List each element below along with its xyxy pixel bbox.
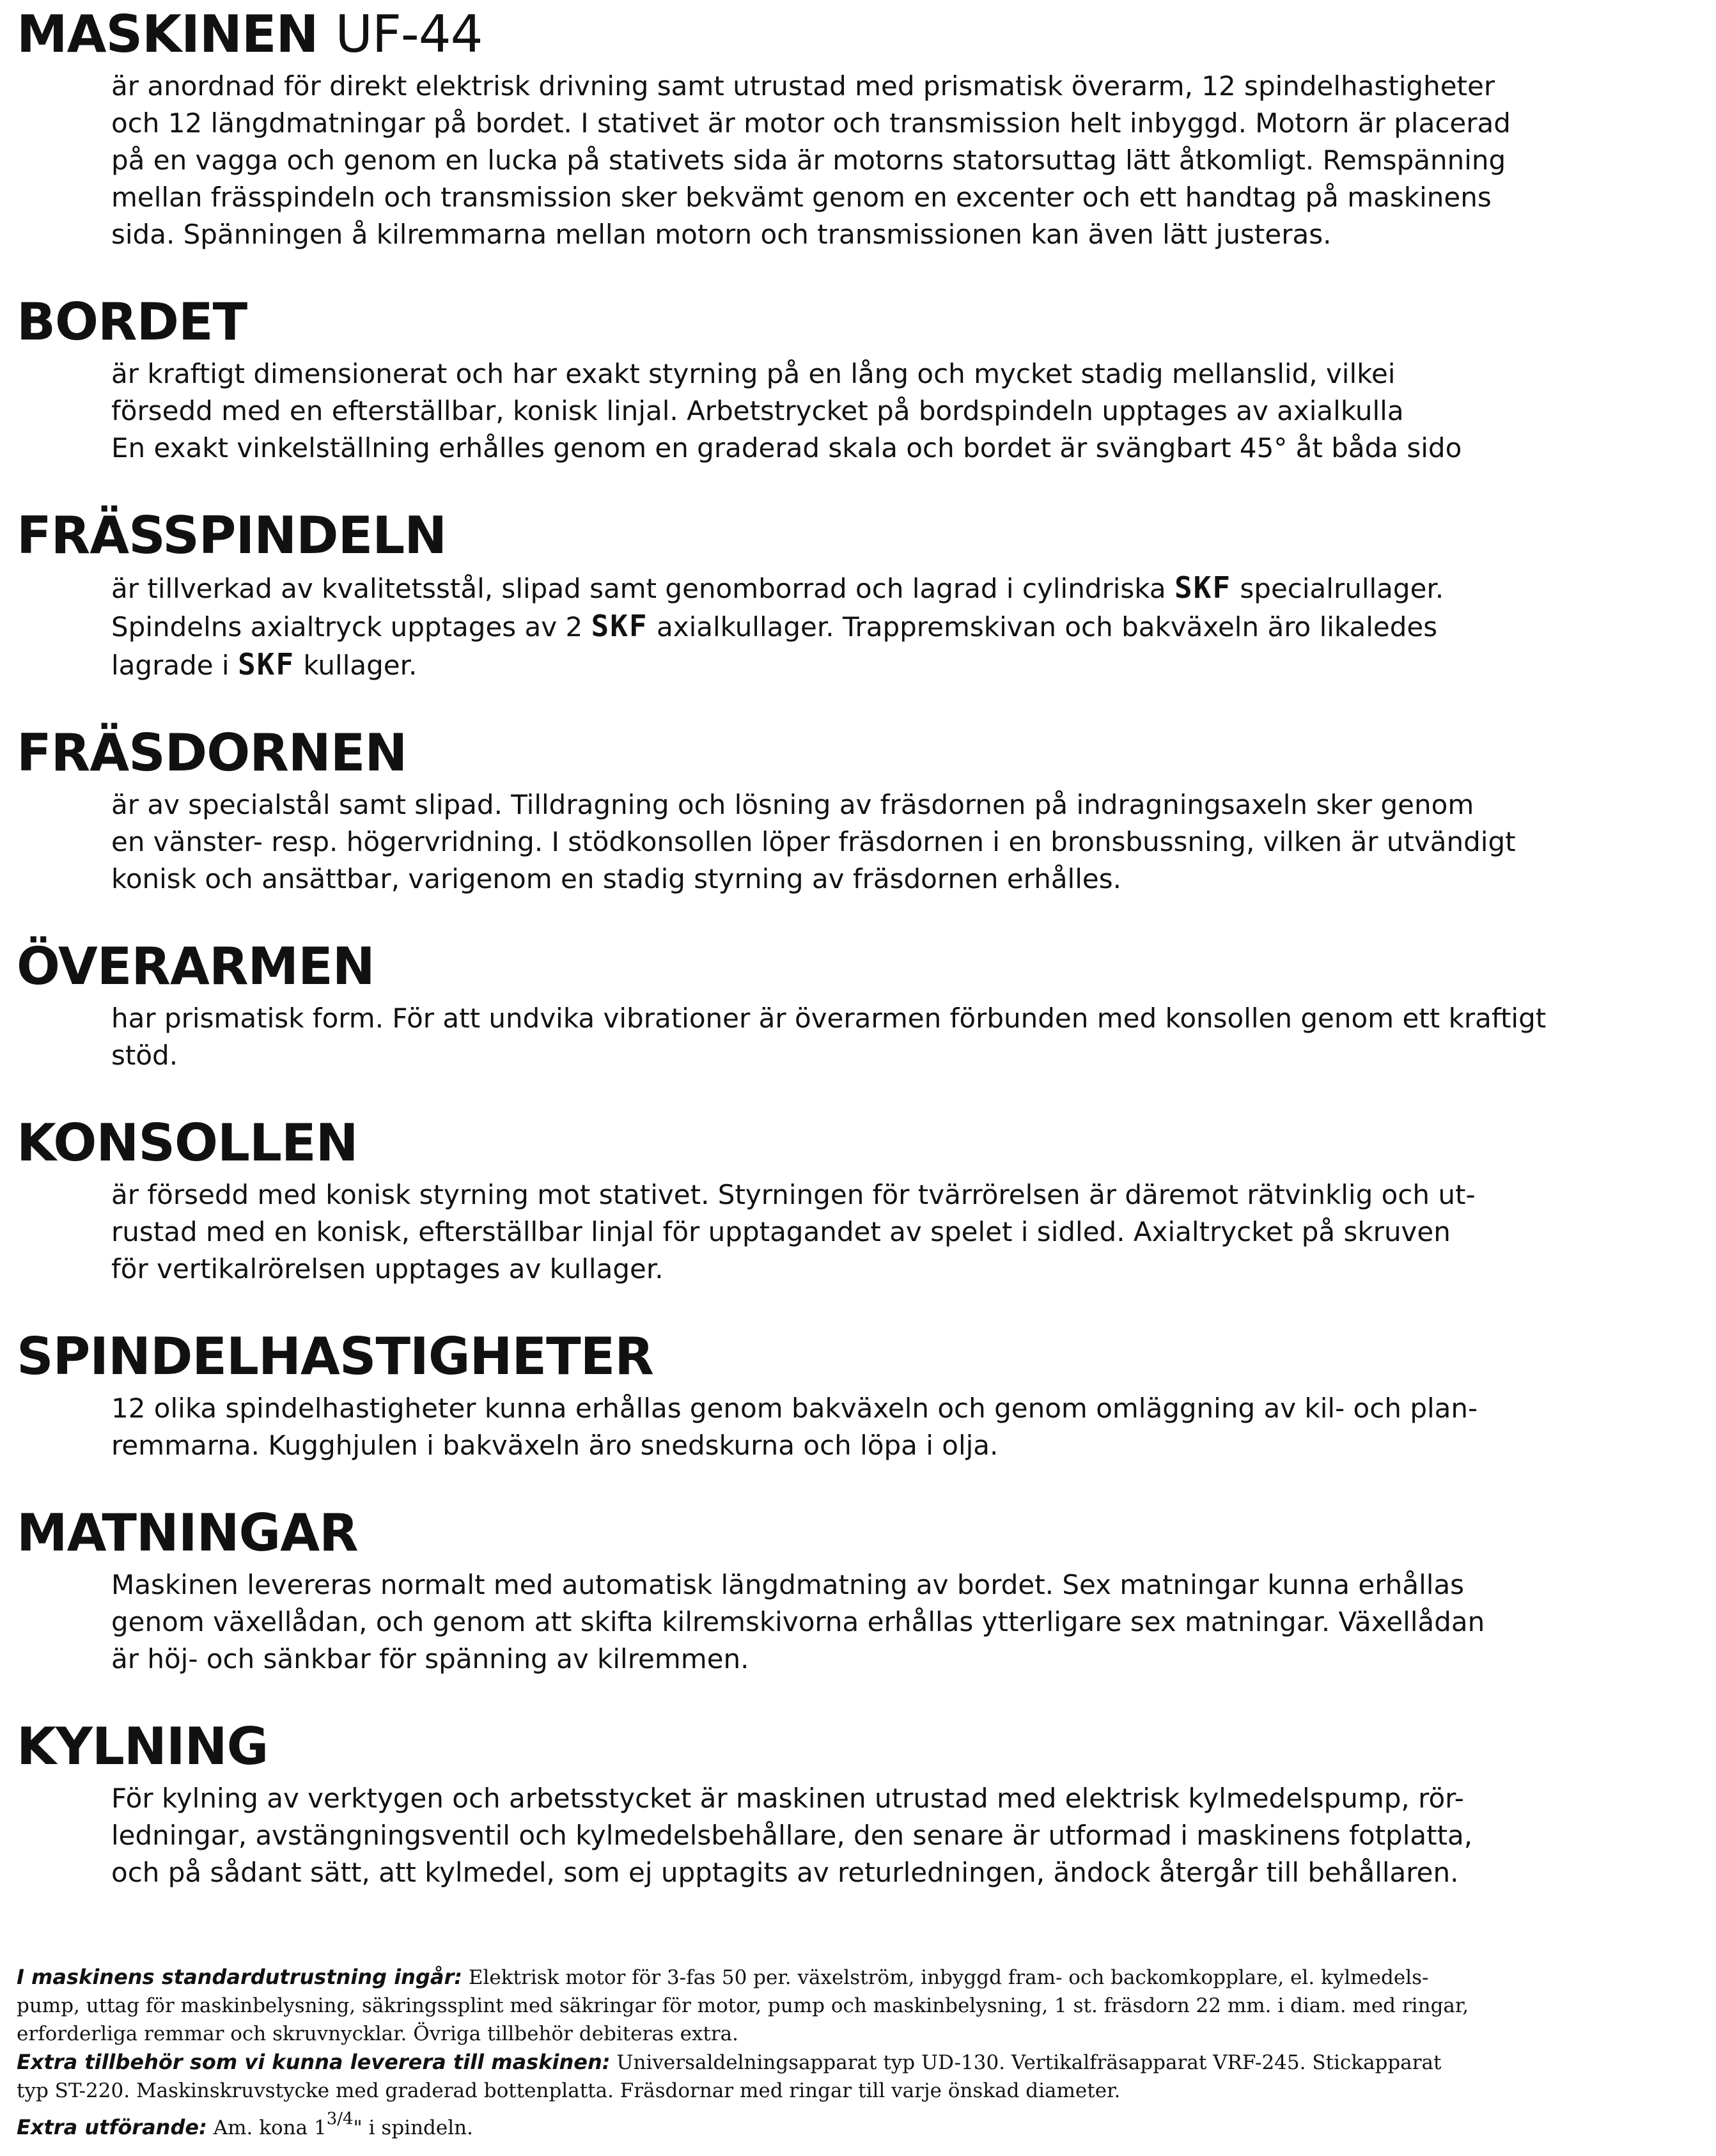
section-spindelhastigheter	[17, 1326, 1704, 1464]
section-overarmen	[17, 936, 1704, 1074]
section-maskinen	[17, 4, 1704, 253]
section-heading: FRÄSDORNEN	[17, 723, 407, 783]
footer-fine-print	[17, 1963, 1704, 2142]
section-konsollen	[17, 1113, 1704, 1288]
body-line: remmarna. Kugghjulen i bakväxeln äro snedskurna och löpa i olja.	[111, 1430, 999, 1461]
body-line: försedd med en efterställbar, konisk linjal. Arbetstrycket på bordspindeln upptages av axialkulla	[111, 395, 1404, 426]
heading-bold: MASKINEN	[17, 4, 318, 64]
section-body	[111, 1176, 1703, 1288]
body-line	[111, 607, 1703, 646]
section-heading: KONSOLLEN	[17, 1113, 358, 1173]
body-line: och på sådant sätt, att kylmedel, som ej upptagits av returledningen, ändock återgår till behållaren.	[111, 1857, 1459, 1888]
document-page	[17, 4, 1704, 1930]
body-line: är försedd med konisk styrning mot stativet. Styrningen för tvärrörelsen är däremot rätvinklig och ut-	[111, 1179, 1476, 1210]
body-line: mellan frässpindeln och transmission sker bekvämt genom en excenter och ett handtag på maskinens	[111, 182, 1492, 213]
section-body	[111, 1390, 1703, 1464]
footer-line	[17, 1963, 1704, 1992]
body-line: ledningar, avstängningsventil och kylmedelsbehållare, den senare är utformad i maskinens fotplatta,	[111, 1820, 1473, 1851]
section-body	[111, 1000, 1703, 1074]
section-kylning	[17, 1716, 1704, 1891]
body-line: har prismatisk form. För att undvika vibrationer är överarmen förbunden med konsollen genom ett kraftigt	[111, 1003, 1547, 1034]
body-line: för vertikalrörelsen upptages av kullager.	[111, 1253, 664, 1285]
body-line: En exakt vinkelställning erhålles genom en graderad skala och bordet är svängbart 45° åt båda sido	[111, 432, 1462, 464]
section-heading: MATNINGAR	[17, 1503, 358, 1563]
section-body	[111, 355, 1703, 467]
body-line: För kylning av verktygen och arbetsstycket är maskinen utrustad med elektrisk kylmedelspump, rör-	[111, 1783, 1464, 1814]
footer-line: erforderliga remmar och skruvnycklar. Övriga tillbehör debiteras extra.	[17, 2022, 739, 2045]
fraction-superscript: 3/4	[326, 2109, 354, 2129]
body-line: på en vagga och genom en lucka på stativets sida är motorns statorsuttag lätt åtkomligt. Remspänning	[111, 145, 1506, 176]
extra-version-label: Extra utförande:	[17, 2115, 207, 2139]
body-line: är höj- och sänkbar för spänning av kilremmen.	[111, 1643, 749, 1675]
text-run: Am. kona 1	[207, 2116, 327, 2139]
footer-line	[17, 2048, 1704, 2077]
body-line: sida. Spänningen å kilremmarna mellan motorn och transmissionen kan även lätt justeras.	[111, 219, 1332, 250]
section-body	[111, 786, 1703, 898]
section-matningar	[17, 1503, 1704, 1678]
body-line	[111, 646, 1703, 684]
body-line: en vänster- resp. högervridning. I stödkonsollen löper fräsdornen i en bronsbussning, vilken är utvändigt	[111, 826, 1516, 857]
extra-accessories-label: Extra tillbehör som vi kunna leverera till maskinen:	[17, 2050, 611, 2074]
text-run: Universaldelningsapparat typ UD-130. Vertikalfräsapparat VRF-245. Stickapparat	[610, 2051, 1442, 2074]
heading-model: UF-44	[335, 4, 483, 64]
body-line	[111, 569, 1703, 607]
body-line: rustad med en konisk, efterställbar linjal för upptagandet av spelet i sidled. Axialtrycket på skruven	[111, 1216, 1451, 1247]
footer-line: pump, uttag för maskinbelysning, säkringssplint med säkringar för motor, pump och maskinbelysning, 1 st. fräsdorn 22 mm. i diam. med ringar,	[17, 1994, 1469, 2017]
section-heading: KYLNING	[17, 1717, 269, 1776]
body-line: är kraftigt dimensionerat och har exakt styrning på en lång och mycket stadig mellanslid, vilkei	[111, 358, 1396, 389]
text-run: axialkullager. Trappremskivan och bakväxeln äro likaledes	[648, 611, 1438, 643]
section-body	[111, 569, 1703, 684]
text-run: " i spindeln.	[353, 2116, 473, 2139]
body-line: 12 olika spindelhastigheter kunna erhållas genom bakväxeln och genom omläggning av kil- och plan-	[111, 1393, 1478, 1424]
text-run: kullager.	[295, 650, 417, 681]
text-run: Elektrisk motor för 3-fas 50 per. växelström, inbyggd fram- och backomkopplare, el. kylmedels-	[462, 1966, 1429, 1989]
text-run: lagrade i	[111, 650, 238, 681]
section-body	[111, 1566, 1703, 1678]
section-bordet	[17, 292, 1704, 467]
section-frasspindeln	[17, 505, 1704, 684]
text-run: specialrullager.	[1231, 573, 1444, 604]
section-body	[111, 68, 1703, 253]
skf-brand: SKF	[237, 647, 295, 682]
section-heading: SPINDELHASTIGHETER	[17, 1327, 653, 1386]
standard-equipment-label: I maskinens standardutrustning ingår:	[17, 1965, 463, 1989]
section-heading: BORDET	[17, 292, 247, 352]
body-line: konisk och ansättbar, varigenom en stadig styrning av fräsdornen erhålles.	[111, 863, 1121, 894]
body-line: och 12 längdmatningar på bordet. I stativet är motor och transmission helt inbyggd. Motorn är placerad	[111, 107, 1511, 139]
body-line: är anordnad för direkt elektrisk drivning samt utrustad med prismatisk överarm, 12 spindelhastigheter	[111, 70, 1495, 102]
section-heading: ÖVERARMEN	[17, 937, 375, 996]
skf-brand: SKF	[1174, 570, 1232, 605]
section-heading	[17, 4, 1704, 65]
body-line: är av specialstål samt slipad. Tilldragning och lösning av fräsdornen på indragningsaxeln sker genom	[111, 789, 1474, 820]
body-line: Maskinen levereras normalt med automatisk längdmatning av bordet. Sex matningar kunna erhållas	[111, 1569, 1465, 1600]
section-heading: FRÄSSPINDELN	[17, 506, 447, 565]
body-line: stöd.	[111, 1040, 178, 1071]
skf-brand: SKF	[591, 609, 648, 643]
footer-line: typ ST-220. Maskinskruvstycke med graderad bottenplatta. Fräsdornar med ringar till varje önskad diameter.	[17, 2079, 1121, 2102]
text-run: Spindelns axialtryck upptages av 2	[111, 611, 591, 643]
section-frasdornen	[17, 723, 1704, 898]
body-line: genom växellådan, och genom att skifta kilremskivorna erhållas ytterligare sex matningar. Växellådan	[111, 1606, 1485, 1637]
text-run: är tillverkad av kvalitetsstål, slipad samt genomborrad och lagrad i cylindriska	[111, 573, 1174, 604]
section-body	[111, 1780, 1703, 1891]
footer-line	[17, 2105, 1704, 2142]
